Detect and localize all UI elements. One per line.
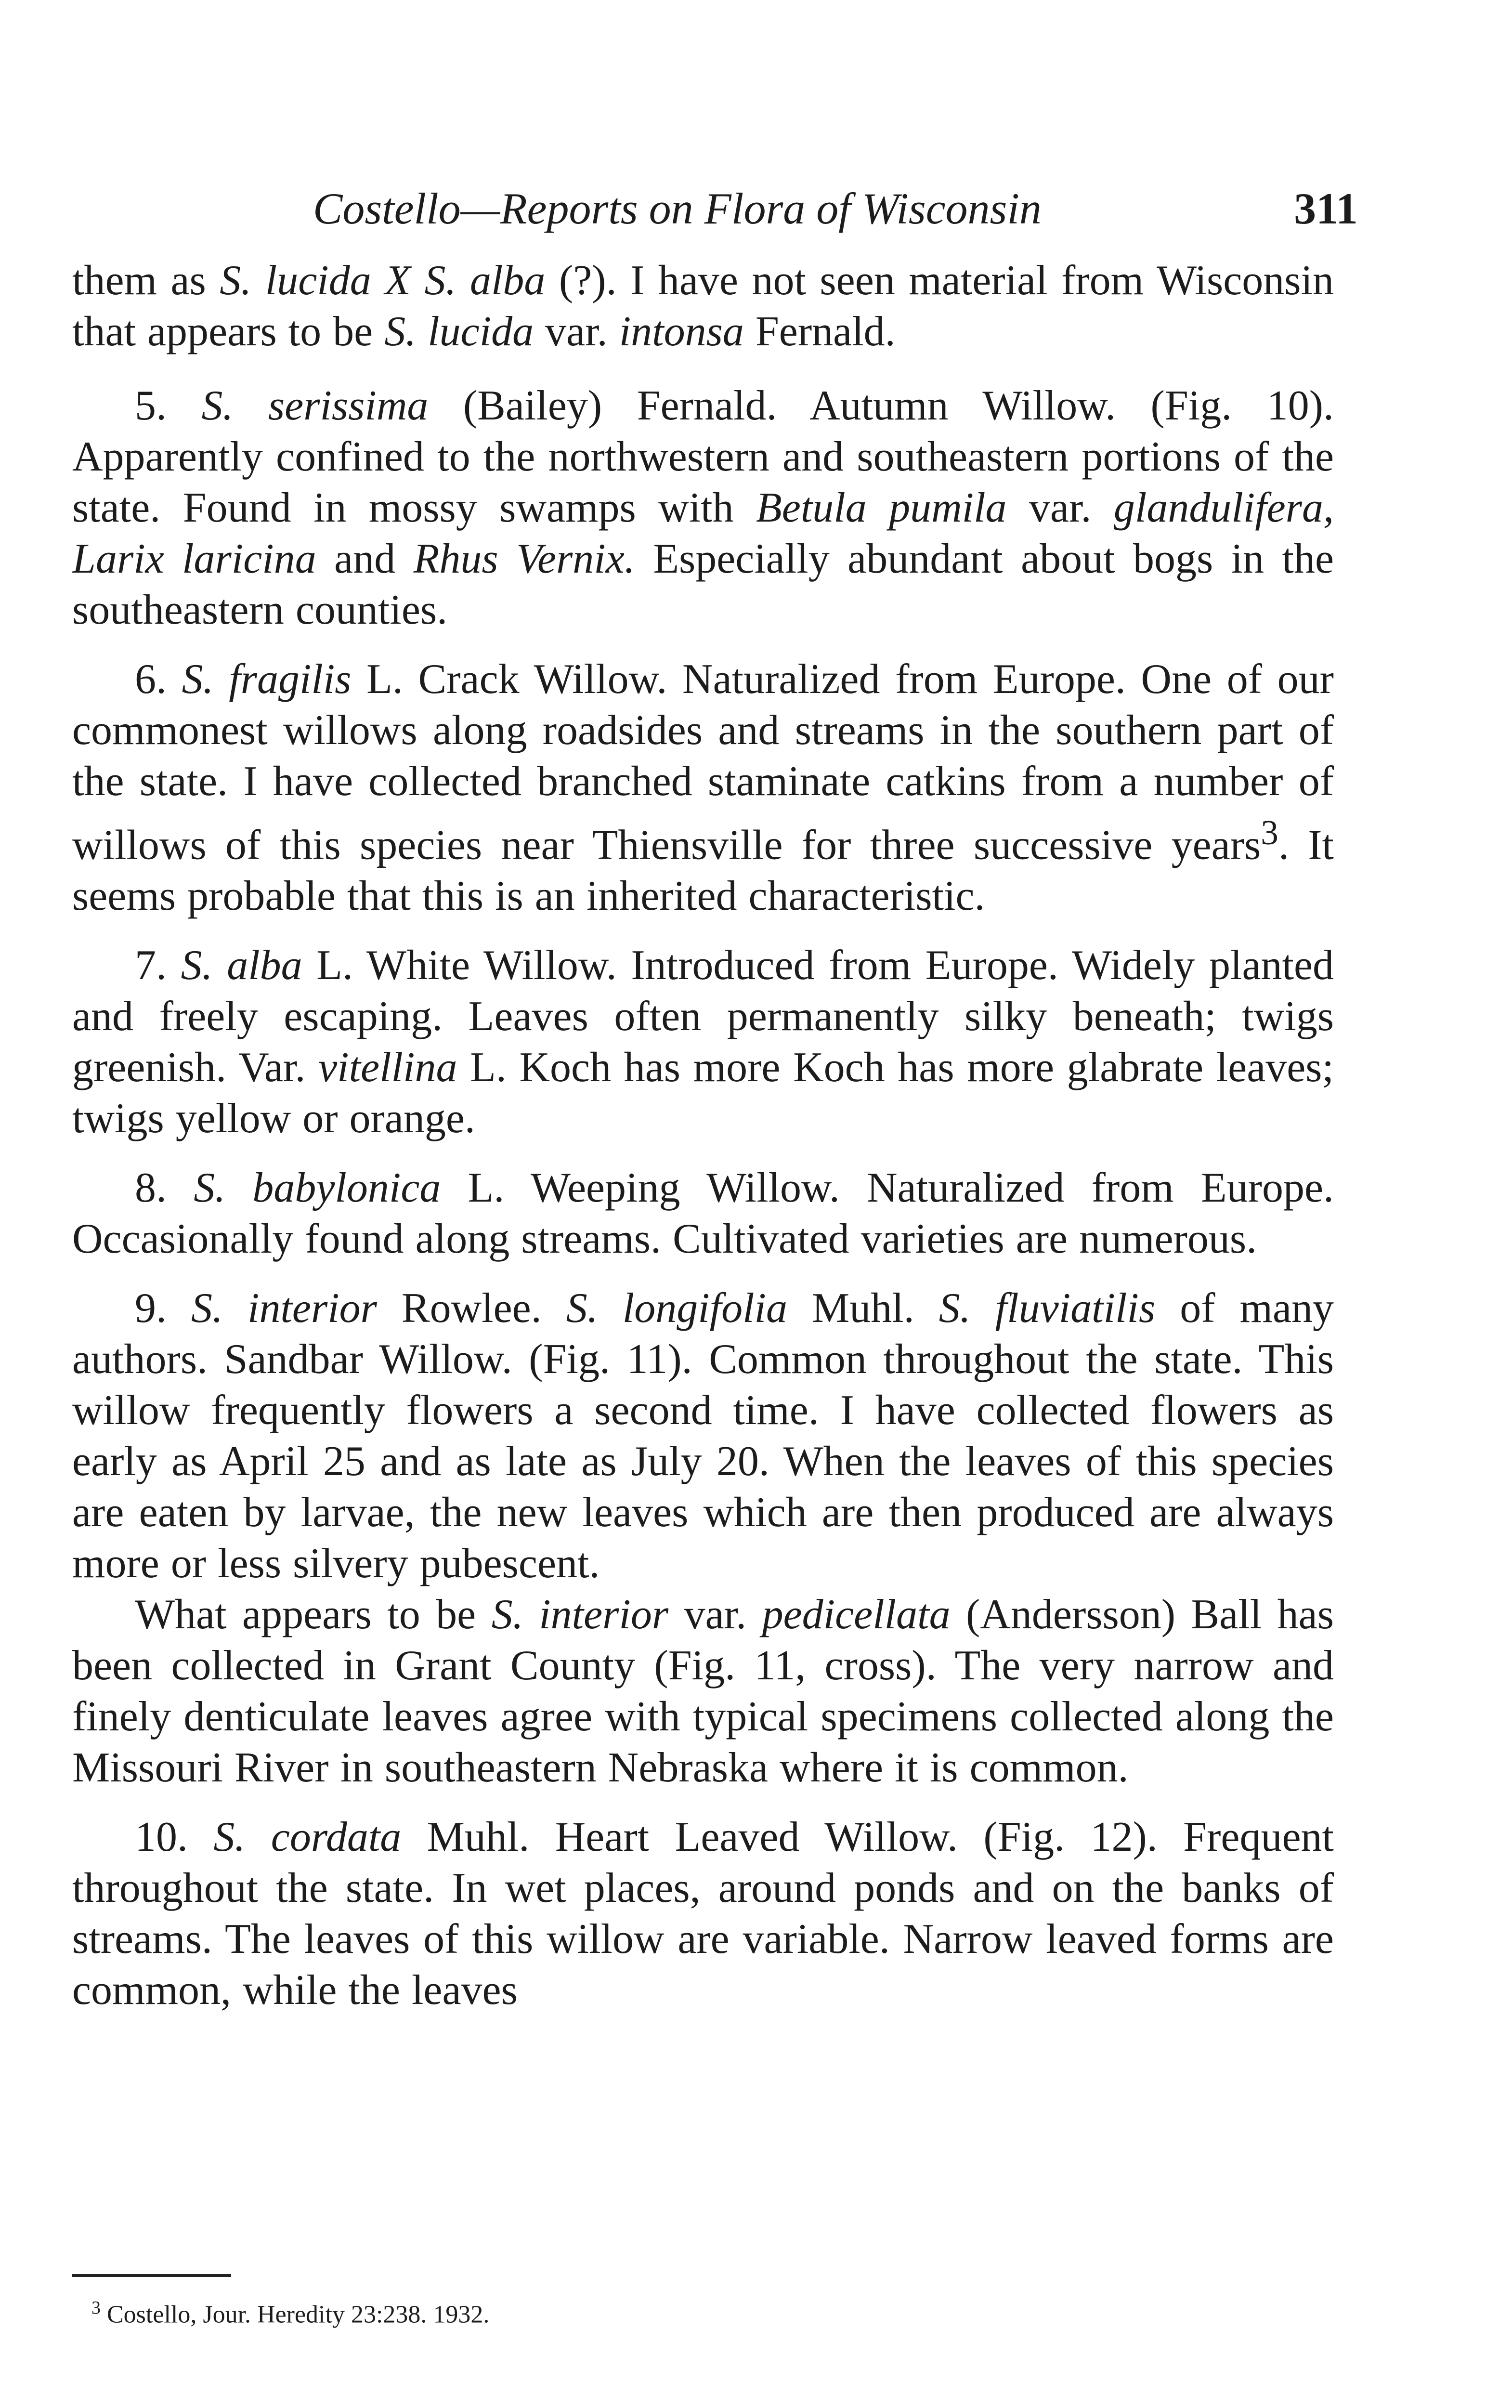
running-title: Costello—Reports on Flora of Wisconsin bbox=[313, 184, 1042, 233]
paragraph-babylonica: 8. S. babylonica L. Weeping Willow. Naturalized from Europe. Occasionally found along streams. Cultivated varieties are numerous. bbox=[72, 1165, 1334, 1263]
variety-name: pedicellata bbox=[762, 1591, 951, 1638]
book-page bbox=[72, 183, 1358, 2034]
species-name: S. interior bbox=[191, 1285, 377, 1332]
footnote-reference: 3 bbox=[1261, 813, 1278, 852]
footnote-text: Costello, Jour. Heredity 23:238. 1932. bbox=[101, 2301, 490, 2329]
running-header bbox=[72, 183, 1358, 255]
page-number: 311 bbox=[1294, 184, 1358, 233]
paragraph-cordata: 10. S. cordata Muhl. Heart Leaved Willow. (Fig. 12). Frequent throughout the state. In wet places, around ponds and on the banks of streams. The leaves of this willow are variable. Narrow leaved forms are common, while the leaves bbox=[72, 1814, 1334, 2014]
species-name: S. interior bbox=[491, 1591, 669, 1638]
species-name: S. lucida X S. alba bbox=[220, 257, 546, 304]
species-name: S. serissima bbox=[201, 382, 429, 429]
species-name: glandulifera, Larix laricina bbox=[72, 484, 1334, 582]
species-name: S. longifolia bbox=[566, 1285, 788, 1332]
species-name: Betula pumila bbox=[756, 484, 1007, 531]
paragraph-serissima: 5. S. serissima (Bailey) Fernald. Autumn Willow. (Fig. 10). Apparently confined to the northwestern and southeastern portions of the state. Found in mossy swamps with Betula pumila var. glandulifera, Larix laricina and Rhus Vernix. Especially abundant about bogs in the southeastern counties. bbox=[72, 382, 1334, 633]
variety-name: vitellina bbox=[318, 1044, 457, 1091]
paragraph-continuation: them as S. lucida X S. alba (?). I have not seen material from Wisconsin that appears to be S. lucida var. intonsa Fernald. bbox=[72, 257, 1334, 355]
paragraph-interior: 9. S. interior Rowlee. S. longifolia Muhl. S. fluviatilis of many authors. Sandbar Willow. (Fig. 11). Common throughout the state. This willow frequently flowers a second time. I have collected flowers as early as April 25 and as late as July 20. When the leaves of this species are eaten by larvae, the new leaves which are then produced are always more or less silvery pubescent. bbox=[72, 1285, 1334, 1587]
species-name: S. lucida bbox=[384, 308, 534, 355]
paragraph-interior-pedicellata: What appears to be S. interior var. pedicellata (Andersson) Ball has been collected in Grant County (Fig. 11, cross). The very narrow and finely denticulate leaves agree with typical specimens collected along the Missouri River in southeastern Nebraska where it is common. bbox=[72, 1591, 1334, 1792]
footnote-marker: 3 bbox=[91, 2298, 101, 2318]
paragraph-alba: 7. S. alba L. White Willow. Introduced from Europe. Widely planted and freely escaping. Leaves often permanently silky beneath; twigs greenish. Var. vitellina L. Koch has more Koch has more glabrate leaves; twigs yellow or orange. bbox=[72, 942, 1334, 1142]
footnote-rule bbox=[72, 2274, 231, 2277]
species-name: S. babylonica bbox=[194, 1165, 441, 1212]
paragraph-fragilis: 6. S. fragilis L. Crack Willow. Naturalized from Europe. One of our commonest willows along roadsides and streams in the southern part of the state. I have collected branched staminate catkins from a number of willows of this species near Thiensville for three successive years$^3$. It seems probable that this is an inherited characteristic. bbox=[72, 656, 1334, 920]
variety-name: intonsa bbox=[619, 308, 744, 355]
species-name: S. alba bbox=[181, 942, 302, 989]
species-name: S. fragilis bbox=[182, 656, 352, 703]
species-name: S. cordata bbox=[213, 1814, 402, 1861]
species-name: S. fluviatilis bbox=[938, 1285, 1156, 1332]
species-name: Rhus Vernix. bbox=[413, 536, 635, 582]
footnote bbox=[91, 2297, 489, 2329]
